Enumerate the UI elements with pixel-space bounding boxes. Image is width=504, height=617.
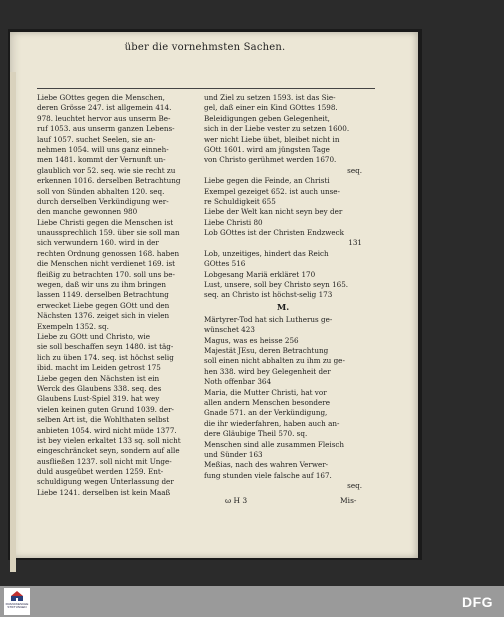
signature-mark: ω H 3 bbox=[225, 496, 248, 505]
index-line: soll von Sünden abhalten 120. seq. bbox=[37, 186, 165, 196]
index-line: sie soll beschaffen seyn 1480. ist täg- bbox=[37, 342, 174, 352]
index-line: Gnade 571. an der Verkündigung, bbox=[204, 408, 328, 418]
index-line: ruf 1053. aus unserm ganzen Lebens- bbox=[37, 124, 175, 134]
index-line: fleißig zu betrachten 170. soll uns be- bbox=[37, 269, 175, 279]
index-line: Noth offenbar 364 bbox=[204, 377, 272, 387]
index-line: vielen keinen guten Grund 1039. der- bbox=[37, 404, 174, 414]
index-line: Liebe 1241. derselben ist kein Maaß bbox=[37, 487, 171, 497]
index-line: Märtyrer-Tod hat sich Lutherus ge- bbox=[204, 314, 333, 324]
index-line: glaublich vor 52. seq. wie sie recht zu bbox=[37, 165, 176, 175]
index-line: Lob GOttes ist der Christen Endzweck bbox=[204, 228, 345, 238]
index-line: Liebe Christi gegen die Menschen ist bbox=[37, 217, 174, 227]
index-line: 978. leuchtet hervor aus unserm Be- bbox=[37, 113, 171, 123]
index-line: Glaubens Lust-Spiel 319. hat wey bbox=[37, 394, 160, 404]
index-line: wegen, daß wir uns zu ihm bringen bbox=[37, 280, 167, 290]
index-line: anbieten 1054. wird nicht müde 1377. bbox=[37, 425, 177, 435]
index-line: deren Grösse 247. ist allgemein 414. bbox=[37, 103, 172, 113]
index-line: Exempeln 1352. sq. bbox=[37, 321, 109, 331]
index-line: Liebe zu GOtt und Christo, wie bbox=[37, 331, 151, 341]
index-line: erkennen 1016. derselben Betrachtung bbox=[37, 176, 181, 186]
index-line: Liebe GOttes gegen die Menschen, bbox=[37, 93, 165, 102]
page-edge bbox=[10, 72, 16, 572]
index-line: und Ziel zu setzen 1593. ist das Sie- bbox=[204, 93, 336, 102]
logo-text: FRANCKESCHE STIFTUNGEN bbox=[5, 602, 29, 610]
index-line: Exempel gezeiget 652. ist auch unse- bbox=[204, 186, 340, 196]
index-line: Beleidigungen geben Gelegenheit, bbox=[204, 113, 330, 123]
index-line: Lust, unsere, soll bey Christo seyn 165. bbox=[204, 280, 349, 290]
index-line: ibid. macht im Leiden getrost 175 bbox=[37, 363, 161, 373]
index-line: Maria, die Mutter Christi, hat vor bbox=[204, 387, 327, 397]
index-column-right bbox=[204, 93, 362, 491]
index-line: erwecket Liebe gegen GOtt und den bbox=[37, 300, 170, 310]
index-line: M. bbox=[276, 302, 290, 313]
index-column-left bbox=[37, 93, 197, 498]
index-line: re Schuldigkeit 655 bbox=[204, 196, 276, 206]
index-line: lassen 1149. derselben Betrachtung bbox=[37, 290, 169, 300]
index-line: Menschen sind alle zusammen Fleisch bbox=[204, 439, 345, 449]
index-line: Majestät JEsu, deren Betrachtung bbox=[204, 345, 329, 355]
index-line: die ihr wiederfahren, haben auch an- bbox=[204, 418, 340, 428]
index-line: Werck des Glaubens 338. seq. des bbox=[37, 383, 162, 393]
institution-logo[interactable] bbox=[4, 588, 30, 615]
index-line: und Sünder 163 bbox=[204, 449, 263, 459]
logo-icon bbox=[10, 590, 24, 602]
index-line: seq. an Christo ist höchst-selig 173 bbox=[204, 290, 333, 300]
index-line: selben Art ist, die Wohlthaten selbst bbox=[37, 415, 170, 425]
index-line: rechten Ordnung genossen 168. haben bbox=[37, 248, 180, 258]
index-line: Liebe gegen den Nächsten ist ein bbox=[37, 373, 160, 383]
index-line: die Menschen nicht verdienet 169. ist bbox=[37, 259, 176, 269]
page-header: über die vornehmsten Sachen. bbox=[124, 42, 286, 53]
index-line: Lobgesang Mariä erkläret 170 bbox=[204, 269, 316, 279]
index-line: fung stunden viele falsche auf 167. bbox=[204, 470, 332, 480]
index-line: unaussprechlich 159. über sie soll man bbox=[37, 228, 180, 238]
index-line: durch derselben Verkündigung wer- bbox=[37, 196, 169, 206]
viewer-footer-bar bbox=[0, 586, 504, 617]
index-line: duld ausgeübet werden 1259. Ent- bbox=[37, 467, 164, 477]
index-line: ist bey vielen erkaltet 133 sq. soll nicht bbox=[37, 435, 181, 445]
index-line: 131 bbox=[348, 238, 362, 248]
index-line: gel, daß einer ein Kind GOttes 1598. bbox=[204, 103, 338, 113]
index-line: lauf 1057. suchet Seelen, sie an- bbox=[37, 134, 156, 144]
catchword: Mis- bbox=[340, 496, 357, 505]
index-line: GOttes 516 bbox=[204, 259, 246, 269]
index-line: Liebe der Welt kan nicht seyn bey der bbox=[204, 207, 343, 217]
index-line: schuldigung wegen Unterlassung der bbox=[37, 477, 174, 487]
index-line: seq. bbox=[347, 165, 362, 175]
index-line: den manche gewonnen 980 bbox=[37, 207, 138, 217]
index-line: dere Gläubige Theil 570. sq. bbox=[204, 429, 308, 439]
index-line: Lob, unzeitiges, hindert das Reich bbox=[204, 248, 329, 258]
header-rule bbox=[37, 88, 375, 89]
dfg-logo[interactable]: DFG bbox=[462, 594, 494, 610]
index-line: wünschet 423 bbox=[204, 325, 255, 335]
index-line: hen 338. wird bey Gelegenheit der bbox=[204, 366, 331, 376]
index-line: Liebe gegen die Feinde, an Christi bbox=[204, 176, 330, 186]
index-line: Liebe Christi 80 bbox=[204, 217, 263, 227]
index-line: men 1481. kommt der Vernunft un- bbox=[37, 155, 166, 165]
index-line: von Christo gerühmet werden 1670. bbox=[204, 155, 337, 165]
index-line: eingeschräncket seyn, sondern auf alle bbox=[37, 446, 180, 456]
index-line: Meßias, nach des wahren Verwer- bbox=[204, 460, 329, 470]
index-line: ausfließen 1237. soll nicht mit Unge- bbox=[37, 456, 172, 466]
index-line: GOtt 1601. wird am jüngsten Tage bbox=[204, 144, 330, 154]
index-line: lich zu üben 174. seq. ist höchst selig bbox=[37, 352, 174, 362]
index-line: nehmen 1054. will uns ganz einneh- bbox=[37, 144, 169, 154]
index-line: sich verwundern 160. wird in der bbox=[37, 238, 159, 248]
index-line: Nächsten 1376. zeiget sich in vielen bbox=[37, 311, 170, 321]
index-line: wer nicht Liebe übet, bleibet nicht in bbox=[204, 134, 340, 144]
index-line: soll einen nicht abhalten zu ihm zu ge- bbox=[204, 356, 345, 366]
index-line: seq. bbox=[347, 481, 362, 491]
index-line: allen andern Menschen besondere bbox=[204, 397, 330, 407]
index-line: Magus, was es heisse 256 bbox=[204, 335, 299, 345]
index-line: sich in der Liebe vester zu setzen 1600. bbox=[204, 124, 350, 134]
